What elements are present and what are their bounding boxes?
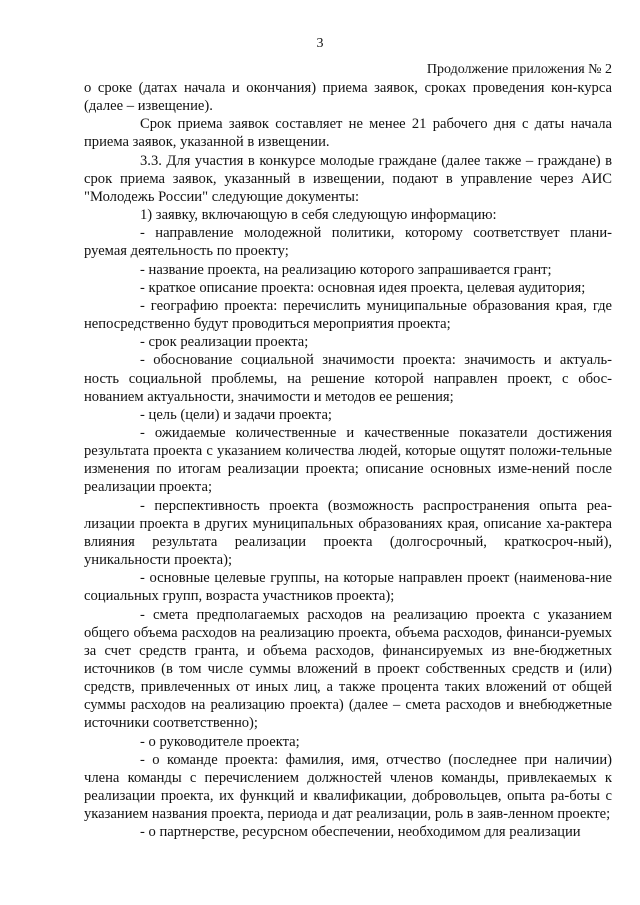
list-item-term: - срок реализации проекта;	[140, 334, 309, 351]
list-item-goals: - цель (цели) и задачи проекта;	[140, 406, 332, 423]
list-item-prospects: - перспективность проекта (возможность распространения опыта реа-лизации проекта в других муниципальных образованиях края, описание ха-рактера влияния результата реализации проекта (долгосрочный, краткосроч-ный), уникальности проекта);	[84, 497, 612, 569]
list-item-budget: - смета предполагаемых расходов на реализацию проекта с указанием общего объема расходов на реализацию проекта, объема расходов, финанси-руемых за счет средств гранта, и объема расходов, финансируемых из вне-бюджетных источников (в том числе суммы вложений в проект собственных средств и (или) средств, привлеченных от иных лиц, а также процента таких вложений от общей суммы расходов на реализацию проекта) (далее – смета расходов и внебюджетные источники соответственно);	[84, 606, 612, 732]
page-number: 3	[316, 36, 324, 51]
list-item-summary: - краткое описание проекта: основная идея проекта, целевая аудитория;	[140, 279, 586, 296]
list-item-direction: - направление молодежной политики, которому соответствует плани-руемая деятельность по проекту;	[84, 225, 612, 260]
paragraph-deadline: Срок приема заявок составляет не менее 21 рабочего дня с даты начала приема заявок, указанной в извещении.	[84, 116, 612, 151]
appendix-note: Продолжение приложения № 2	[426, 62, 612, 77]
paragraph-3-3: 3.3. Для участия в конкурсе молодые граждане (далее также – граждане) в срок приема заявок, указанный в извещении, подают в управление через АИС "Молодежь России" следующие документы:	[84, 152, 612, 205]
list-item-partnership: - о партнерстве, ресурсном обеспечении, необходимом для реализации	[140, 824, 581, 841]
list-item-team: - о команде проекта: фамилия, имя, отчество (последнее при наличии) члена команды с перечислением должностей членов команды, привлекаемых к реализации проекта, их функций и квалификации, добровольцев, опыта ра-боты с указанием названия проекта, периода и дат реализации, роль в заяв-ленном проекте;	[84, 751, 612, 823]
list-item-target-groups: - основные целевые группы, на которые направлен проект (наименова-ние социальных групп, возраста участников проекта);	[84, 570, 612, 605]
list-item-title: - название проекта, на реализацию которого запрашивается грант;	[140, 261, 552, 278]
list-item-significance: - обоснование социальной значимости проекта: значимость и актуаль-ность социальной проблемы, на решение которой направлен проект, с обос-нованием актуальности, значимости и методов ее решения;	[84, 352, 612, 405]
document-body	[84, 79, 612, 842]
paragraph-application: 1) заявку, включающую в себя следующую информацию:	[140, 207, 497, 224]
list-item-geography: - географию проекта: перечислить муниципальные образования края, где непосредственно будут проводиться мероприятия проекта;	[84, 297, 612, 333]
paragraph-continuation: о сроке (датах начала и окончания) приема заявок, сроках проведения кон-курса (далее – извещение).	[84, 80, 612, 115]
list-item-indicators: - ожидаемые количественные и качественные показатели достижения результата проекта с указанием количества людей, которые ощутят положи-тельные изменения по итогам реализации проекта; описание основных изме-нений после реализации проекта;	[84, 424, 612, 496]
list-item-leader: - о руководителе проекта;	[140, 733, 300, 750]
